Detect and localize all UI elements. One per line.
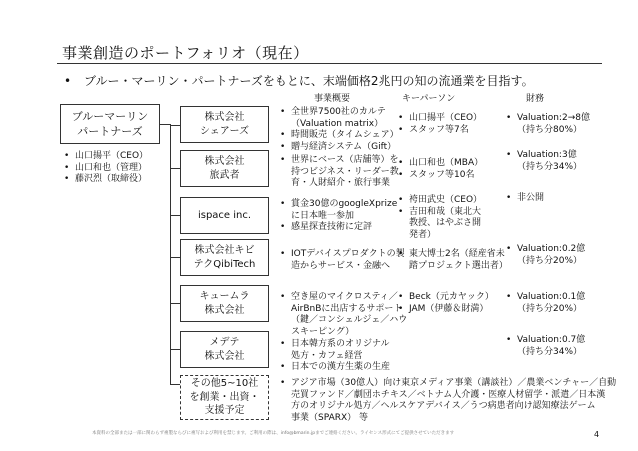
overview-item: 造からサービス・金融へ (291, 260, 391, 271)
column-header-finance: 財務 (526, 94, 545, 104)
key-person-item: 踏プロジェクト選出者） (409, 260, 508, 271)
key-person-item: • 山口揚平（CEO） (398, 113, 482, 125)
overview-item: に日本唯一参加 (291, 210, 355, 221)
founder-item: • 藤沢烈（取締役） (64, 174, 148, 186)
company-name-line: を創業・出資・ (189, 391, 260, 403)
connector-branch (170, 257, 180, 258)
finance-list (506, 335, 585, 358)
key-person-list (398, 249, 508, 272)
key-person-list (398, 195, 482, 241)
overview-item: 育・人財紹介・旅行事業 (291, 178, 391, 188)
finance-item: （持ち分34%） (517, 346, 583, 357)
company-name-line: 株式会社 (204, 111, 245, 123)
company-box-shares (180, 106, 269, 143)
company-name-line: 旅武者 (209, 169, 240, 181)
company-name-line: 株式会社 (204, 350, 245, 362)
key-person-item: 発者） (409, 229, 437, 240)
overview-item: • 空き屋のマイクロスティ／ (280, 292, 407, 304)
page-title: 事業創造のポートフォリオ（現在） (62, 44, 309, 62)
connector-branch (170, 125, 180, 126)
company-name-line: メデテ (209, 336, 240, 348)
others-item: 方のオリジナル処方／ヘルスケアデバイス／うつ病患者向け認知療法ゲーム (291, 401, 596, 411)
headline (64, 72, 534, 89)
company-name-line: テクQibiTech (193, 258, 256, 270)
finance-item: （持ち分20%） (517, 255, 583, 266)
overview-item: • 感星探査技術に定評 (280, 222, 397, 234)
others-item: 事業（SPARX） 等 (291, 412, 369, 423)
finance-list (506, 292, 585, 315)
overview-list (280, 292, 407, 338)
others-item: • アジア市場（30億人）向け東京メディア事業（講談社）／農業ベンチャー／自動 (280, 378, 616, 390)
parent-name-line: パートナーズ (77, 125, 143, 138)
company-name-line: ispace inc. (197, 209, 252, 221)
finance-item: • Valuation:0.7億 (506, 335, 585, 347)
column-header-overview: 事業概要 (314, 94, 351, 104)
connector-branch (170, 168, 180, 169)
key-person-item: • 袴田武史（CEO） (398, 195, 482, 207)
company-box-qibitech (180, 239, 269, 276)
footer-notice: 本資料の全部または一部に関わらず複製ならびに複写および利用を禁じます。ご利用の際は、info@bmarin.jpまでご連絡ください。ライセンス形式にてご提供させていただきます (92, 431, 455, 436)
founders-list (64, 151, 148, 186)
company-name-line: 支援予定 (204, 405, 245, 417)
connector-trunk (170, 124, 171, 384)
overview-list (280, 199, 397, 234)
page-number: 4 (594, 430, 600, 439)
key-person-item: • 吉田和哉（東北大 (398, 207, 482, 219)
finance-item: • Valuation:0.1億 (506, 292, 585, 304)
overview-list (280, 339, 390, 374)
company-box-others (180, 375, 269, 420)
overview-item: • 時間販売（タイムシェア） (280, 130, 399, 142)
company-box-cumura (180, 285, 269, 322)
finance-list (506, 150, 582, 173)
company-name-line: 株式会社 (204, 155, 245, 167)
company-box-tabimusha (180, 150, 269, 187)
founder-item: • 山口揚平（CEO） (64, 151, 148, 163)
key-person-item: • 東大博士2名（経産省未 (398, 249, 508, 261)
title-divider (57, 63, 602, 64)
overview-item: 持つビジネス・リーダー教 (291, 166, 399, 177)
company-box-ispace (180, 197, 269, 234)
founder-item: • 山口和也（管理） (64, 163, 148, 175)
connector-branch (170, 349, 180, 350)
connector-branch (170, 303, 180, 304)
overview-item: スキーピング） (291, 326, 355, 337)
column-header-key-person: キーパーソン (402, 94, 456, 104)
finance-item: （持ち分34%） (517, 161, 583, 172)
company-name-line: 株式会社キビ (194, 244, 255, 256)
company-name-line: キュームラ (199, 290, 250, 302)
parent-company-box (60, 104, 160, 144)
overview-item: • 全世界7500社のカルテ (280, 107, 399, 119)
key-person-item: • JAM（伊藤＆財満） (398, 304, 494, 316)
overview-list (280, 107, 399, 153)
key-person-item: 教授、はやぶさ開 (409, 218, 482, 228)
others-item: 売買ファンド／劇団ホチキス／ベトナム人介護・医療人材留学・派遣／日本漢 (291, 389, 606, 400)
headline-text: ブルー・マーリン・パートナーズをもとに、末端価格2兆円の知の流通業を目指す。 (84, 74, 534, 88)
overview-item: • 日本韓方系のオリジナル (280, 339, 390, 351)
overview-item: AirBnBに出店するサポート (291, 303, 403, 314)
key-person-item: • スタッフ等7名 (398, 125, 482, 137)
key-person-list (398, 158, 483, 181)
overview-list (280, 249, 405, 272)
key-person-list (398, 292, 494, 315)
parent-name-line: ブルーマーリン (71, 110, 149, 123)
overview-item: • 賞金30億のgoogleXprize (280, 199, 397, 211)
overview-item: • 世界にベース（店舗等）を (280, 155, 399, 167)
key-person-item: • 山口和也（MBA） (398, 158, 483, 170)
overview-list (280, 155, 399, 190)
overview-item: • 日本での漢方生薬の生産 (280, 362, 390, 374)
finance-item: （持ち分80%） (517, 124, 583, 135)
finance-list (506, 113, 590, 136)
others-list (280, 378, 616, 424)
company-name-line: その他5~10社 (190, 378, 259, 390)
finance-item: • Valuation:3億 (506, 150, 582, 162)
finance-list (506, 193, 544, 205)
finance-item: • 非公開 (506, 193, 544, 205)
key-person-list (398, 113, 482, 136)
finance-item: （持ち分20%） (517, 303, 583, 314)
overview-item: （鍵／コンシェルジェ／ハウ (291, 315, 408, 325)
connector-branch (170, 215, 180, 216)
overview-item: • IOTデバイスプロダクトの製 (280, 249, 405, 261)
overview-item: • 贈与経済システム（Gift） (280, 142, 399, 154)
finance-item: • Valuation:2→8億 (506, 113, 590, 125)
connector-branch (170, 384, 180, 385)
finance-item: • Valuation:0.2億 (506, 244, 585, 256)
finance-list (506, 244, 585, 267)
key-person-item: • スタッフ等10名 (398, 170, 483, 182)
company-box-medete (180, 331, 269, 368)
overview-item: 処方・カフェ経営 (291, 350, 363, 361)
key-person-item: • Beck（元カヤック） (398, 292, 494, 304)
company-name-line: シェアーズ (200, 125, 249, 137)
company-name-line: 株式会社 (204, 304, 245, 316)
overview-item: （Valuation matrix） (291, 118, 384, 129)
headline-bullet: • (64, 74, 72, 88)
